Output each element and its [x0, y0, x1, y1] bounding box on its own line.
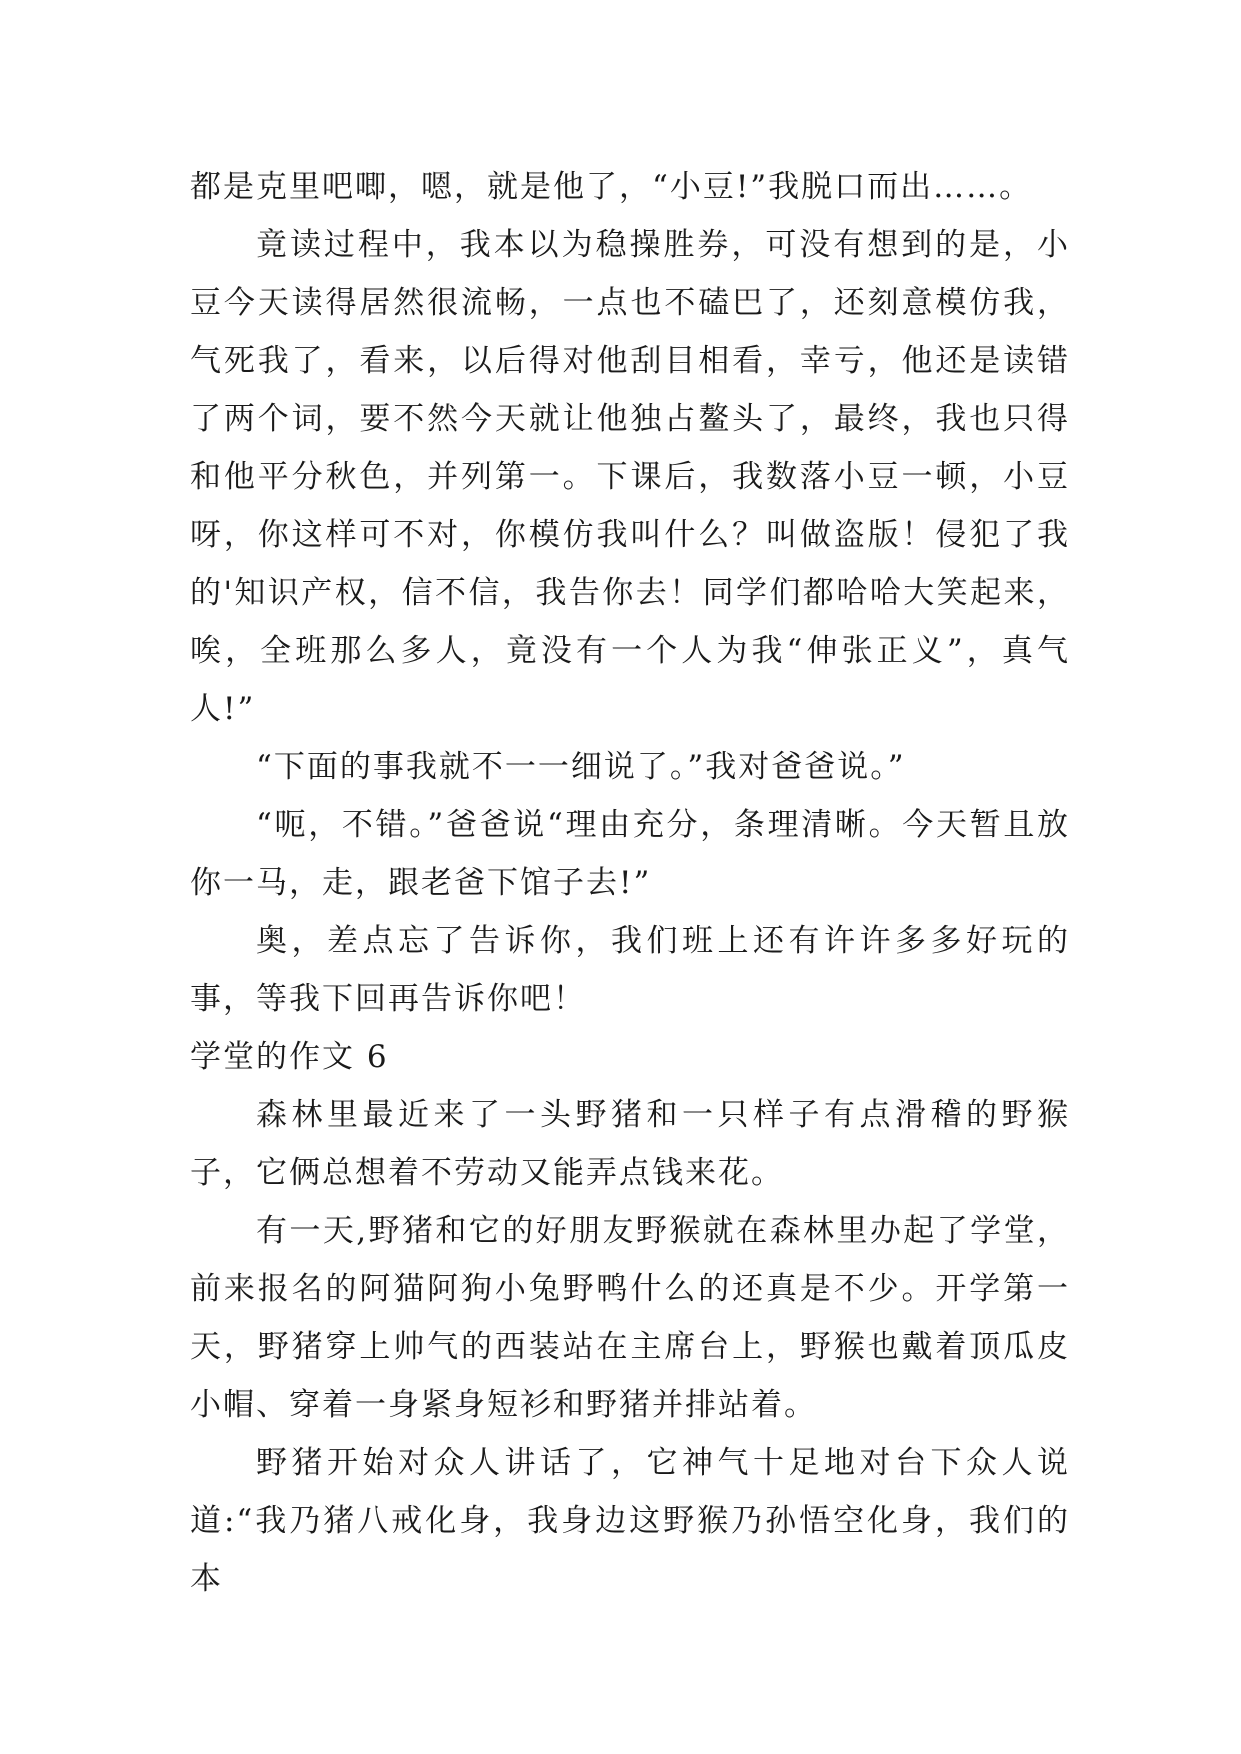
section-heading: 学堂的作文 6 — [190, 1039, 389, 1075]
paragraph-7: 有一天,野猪和它的好朋友野猴就在森林里办起了学堂，前来报名的阿猫阿狗小兔野鸭什么的还真是不少。开学第一天，野猪穿上帅气的西装站在主席台上，野猴也戴着顶瓜皮小帽、穿着一身紧身短衫和野猪并排站着。 — [190, 1213, 1070, 1423]
paragraph-1: 都是克里吧唧，嗯，就是他了，“小豆!”我脱口而出……。 — [190, 169, 1033, 205]
paragraph-8: 野猪开始对众人讲话了，它神气十足地对台下众人说道:“我乃猪八戒化身，我身边这野猴乃孙悟空化身，我们的本 — [190, 1445, 1070, 1597]
document-body — [190, 158, 1070, 1608]
paragraph-4: “呃，不错。”爸爸说“理由充分，条理清晰。今天暂且放你一马，走，跟老爸下馆子去!” — [190, 807, 1070, 901]
paragraph-5: 奥，差点忘了告诉你，我们班上还有许许多多好玩的事，等我下回再告诉你吧！ — [190, 923, 1070, 1017]
paragraph-2: 竟读过程中，我本以为稳操胜券，可没有想到的是，小豆今天读得居然很流畅，一点也不磕巴了，还刻意模仿我，气死我了，看来，以后得对他刮目相看，幸亏，他还是读错了两个词，要不然今天就让他独占鳌头了，最终，我也只得和他平分秋色，并列第一。下课后，我数落小豆一顿，小豆呀，你这样可不对，你模仿我叫什么？叫做盗版！侵犯了我的'知识产权，信不信，我告你去！同学们都哈哈大笑起来，唉，全班那么多人，竟没有一个人为我“伸张正义”，真气人!” — [190, 227, 1070, 727]
paragraph-6: 森林里最近来了一头野猪和一只样子有点滑稽的野猴子，它俩总想着不劳动又能弄点钱来花。 — [190, 1097, 1070, 1191]
paragraph-3: “下面的事我就不一一细说了。”我对爸爸说。” — [256, 749, 906, 785]
